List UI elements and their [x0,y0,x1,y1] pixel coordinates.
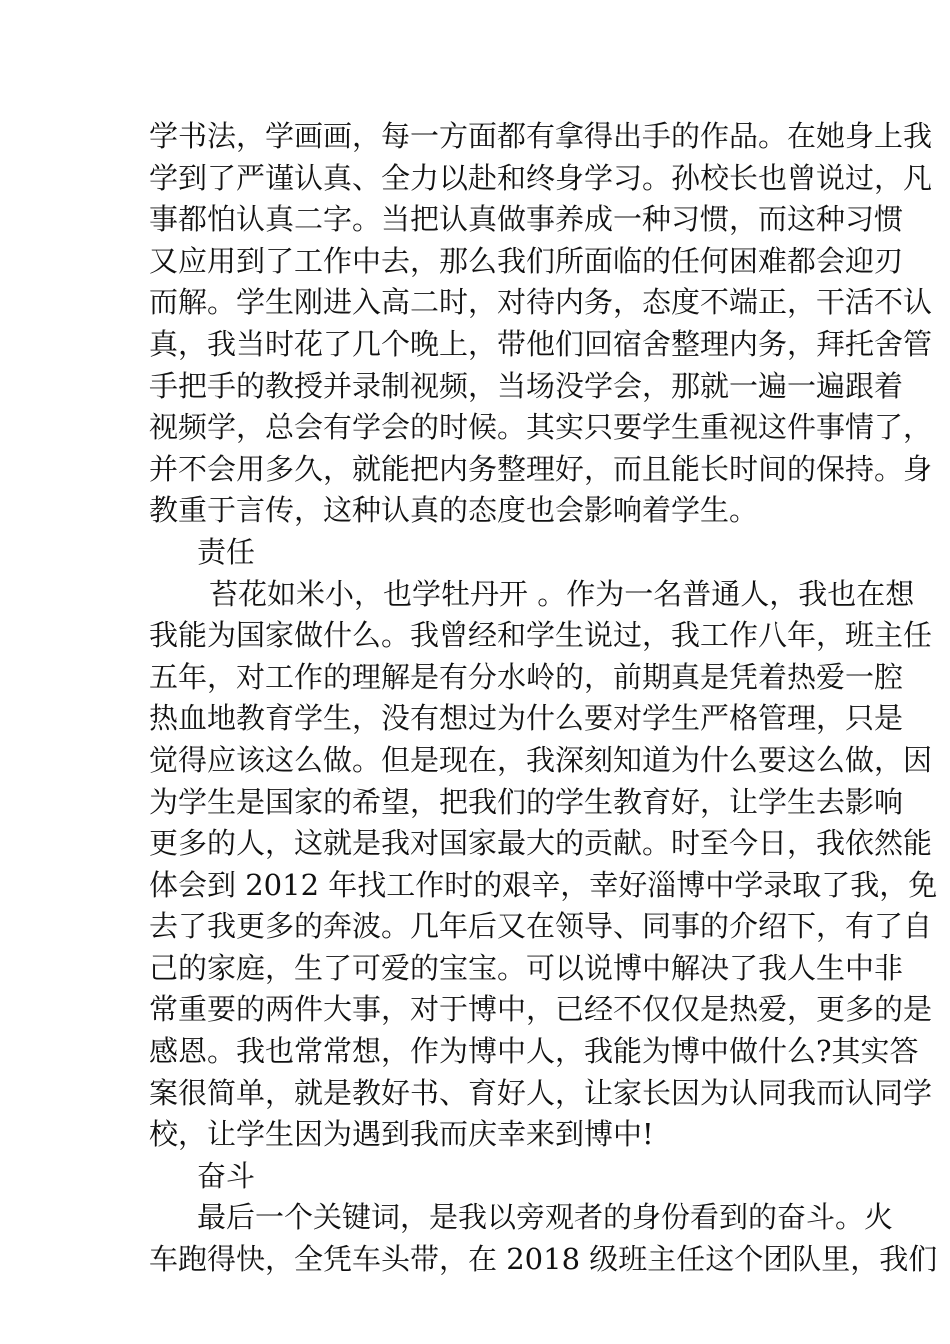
text-line: 视频学，总会有学会的时候。其实只要学生重视这件事情了， [149,410,933,445]
text-line: 体会到 2012 年找工作时的艰辛，幸好淄博中学录取了我，免 [149,867,938,902]
text-line: 校，让学生因为遇到我而庆幸来到博中! [149,1117,654,1152]
text-line: 事都怕认真二字。当把认真做事养成一种习惯，而这种习惯 [149,202,904,237]
text-line: 觉得应该这么做。但是现在，我深刻知道为什么要这么做，因 [149,742,933,777]
text-line: 热血地教育学生，没有想过为什么要对学生严格管理，只是 [149,701,904,736]
text-line: 苔花如米小，也学牡丹开 。作为一名普通人，我也在想 [209,576,915,611]
document-body [149,116,938,1281]
text-line: 手把手的教授并录制视频，当场没学会，那就一遍一遍跟着 [149,368,904,403]
text-line: 学到了严谨认真、全力以赴和终身学习。孙校长也曾说过，凡 [149,160,933,195]
text-line: 常重要的两件大事，对于博中，已经不仅仅是热爱，更多的是 [149,992,933,1027]
text-line: 学书法，学画画，每一方面都有拿得出手的作品。在她身上我 [149,119,933,153]
text-line: 为学生是国家的希望，把我们的学生教育好，让学生去影响 [149,784,904,819]
text-line: 五年，对工作的理解是有分水岭的，前期真是凭着热爱一腔 [149,659,904,694]
paragraph-diligence [149,116,933,532]
paragraph-responsibility [149,574,938,1156]
section-heading-responsibility: 责任 [197,534,256,569]
text-line: 并不会用多久，就能把内务整理好，而且能长时间的保持。身 [149,451,933,486]
text-line: 己的家庭，生了可爱的宝宝。可以说博中解决了我人生中非 [149,950,904,985]
text-line: 最后一个关键词，是我以旁观者的身份看到的奋斗。火 [197,1200,894,1235]
text-line: 教重于言传，这种认真的态度也会影响着学生。 [149,493,759,528]
section-heading-struggle: 奋斗 [197,1158,256,1193]
text-line: 真，我当时花了几个晚上，带他们回宿舍整理内务，拜托舍管 [149,326,933,361]
text-line: 而解。学生刚进入高二时，对待内务，态度不端正，干活不认 [149,285,933,320]
text-line: 我能为国家做什么。我曾经和学生说过，我工作八年，班主任 [149,618,933,653]
text-line: 感恩。我也常常想，作为博中人，我能为博中做什么?其实答 [149,1034,919,1069]
text-line: 又应用到了工作中去，那么我们所面临的任何困难都会迎刃 [149,243,904,278]
text-line: 去了我更多的奔波。几年后又在领导、同事的介绍下，有了自 [149,909,933,944]
text-line: 更多的人，这就是我对国家最大的贡献。时至今日，我依然能 [149,826,933,861]
text-line: 案很简单，就是教好书、育好人，让家长因为认同我而认同学 [149,1075,933,1110]
paragraph-struggle [149,1197,938,1280]
text-line: 车跑得快，全凭车头带，在 2018 级班主任这个团队里，我们 [149,1242,938,1277]
